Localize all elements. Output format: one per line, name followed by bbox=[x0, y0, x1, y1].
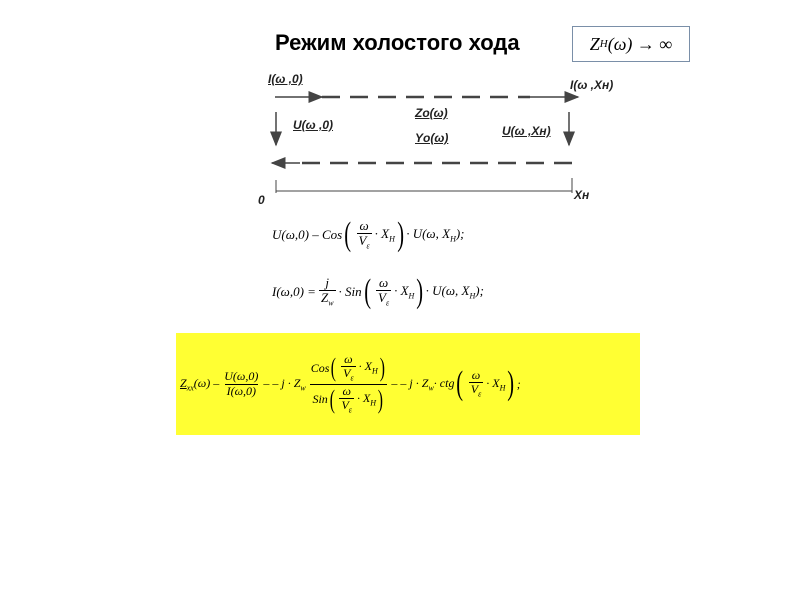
eq3-big-fraction bbox=[309, 353, 389, 415]
label-impedance: Zо(ω) bbox=[415, 106, 448, 120]
page-title: Режим холостого хода bbox=[275, 30, 520, 55]
eq2-rhs: · U(ω, $X_H$); bbox=[425, 283, 484, 301]
eq3-ctg-x: · $X_H$ bbox=[486, 375, 506, 393]
eq3-sin-term: Sin ( $\frac{\omega}{V_\varepsilon}$ · $X_H$ ) bbox=[310, 384, 386, 415]
eq2-inner-num: ω bbox=[378, 274, 389, 290]
line-diagram bbox=[0, 0, 800, 210]
eq2-paren-close: ) bbox=[416, 273, 424, 310]
label-admittance: Yо(ω) bbox=[415, 131, 449, 145]
equation-voltage bbox=[272, 218, 465, 252]
highlighted-equation-box bbox=[176, 333, 640, 435]
eq1-frac-den: $V_\varepsilon$ bbox=[358, 232, 370, 251]
eq2-lhs: I(ω,0) = bbox=[272, 284, 316, 299]
eq1-paren-open: ( bbox=[344, 216, 352, 253]
condition-sub: Н bbox=[599, 38, 608, 50]
eq2-inner-den: $V_\varepsilon$ bbox=[377, 289, 390, 308]
eq1-mid: · $X_H$ bbox=[374, 226, 395, 244]
eq2-frac-num: j bbox=[325, 274, 330, 290]
eq3-cos-term: Cos ( $\frac{\omega}{V_\varepsilon}$ · $X_H$ ) bbox=[310, 352, 385, 383]
label-voltage-end: U(ω ,Xн) bbox=[502, 124, 551, 138]
eq2-frac-den: $Z_w$ bbox=[320, 289, 334, 308]
eq3-ratio bbox=[222, 370, 260, 397]
equation-idle-impedance bbox=[180, 341, 521, 427]
eq3-ratio-num: U(ω,0) bbox=[224, 369, 259, 384]
eq2-inner-fraction bbox=[376, 276, 391, 309]
eq1-fraction bbox=[357, 219, 372, 252]
eq2-paren-open: ( bbox=[363, 273, 371, 310]
eq2-sin: · Sin bbox=[338, 284, 362, 299]
eq3-lhs: $Z_{xx}(\omega)$ – bbox=[180, 375, 220, 393]
eq1-rhs: · U(ω, $X_H$); bbox=[406, 226, 465, 244]
eq3-end: ; bbox=[516, 376, 521, 391]
label-zero: 0 bbox=[258, 193, 265, 207]
eq3-ctg-fraction: $\frac{\omega}{V_\varepsilon}$ bbox=[470, 367, 482, 399]
eq1-lhs: U(ω,0) – Cos bbox=[272, 227, 343, 242]
label-xn: Xн bbox=[574, 188, 590, 202]
eq3-paren-close: ) bbox=[507, 365, 515, 402]
label-current-end: I(ω ,Xн) bbox=[570, 78, 614, 92]
eq1-paren-close: ) bbox=[397, 216, 404, 253]
label-voltage-start: U(ω ,0) bbox=[293, 118, 334, 132]
eq2-inner-mid: · $X_H$ bbox=[394, 283, 415, 301]
eq3-paren-open: ( bbox=[456, 365, 464, 402]
eq3-mid: – – $j \cdot Z_w$ bbox=[263, 375, 306, 393]
eq3-ratio-den: I(ω,0) bbox=[226, 383, 257, 398]
eq2-fraction bbox=[319, 276, 336, 309]
eq3-tail: – – $j \cdot Z_w\cdot$ ctg bbox=[391, 375, 455, 393]
condition-z: Z bbox=[589, 33, 600, 54]
condition-rest: (ω) → ∞ bbox=[607, 33, 673, 54]
equation-current bbox=[272, 275, 484, 309]
label-current-start: I(ω ,0) bbox=[268, 72, 303, 86]
eq1-frac-num: ω bbox=[359, 217, 369, 233]
